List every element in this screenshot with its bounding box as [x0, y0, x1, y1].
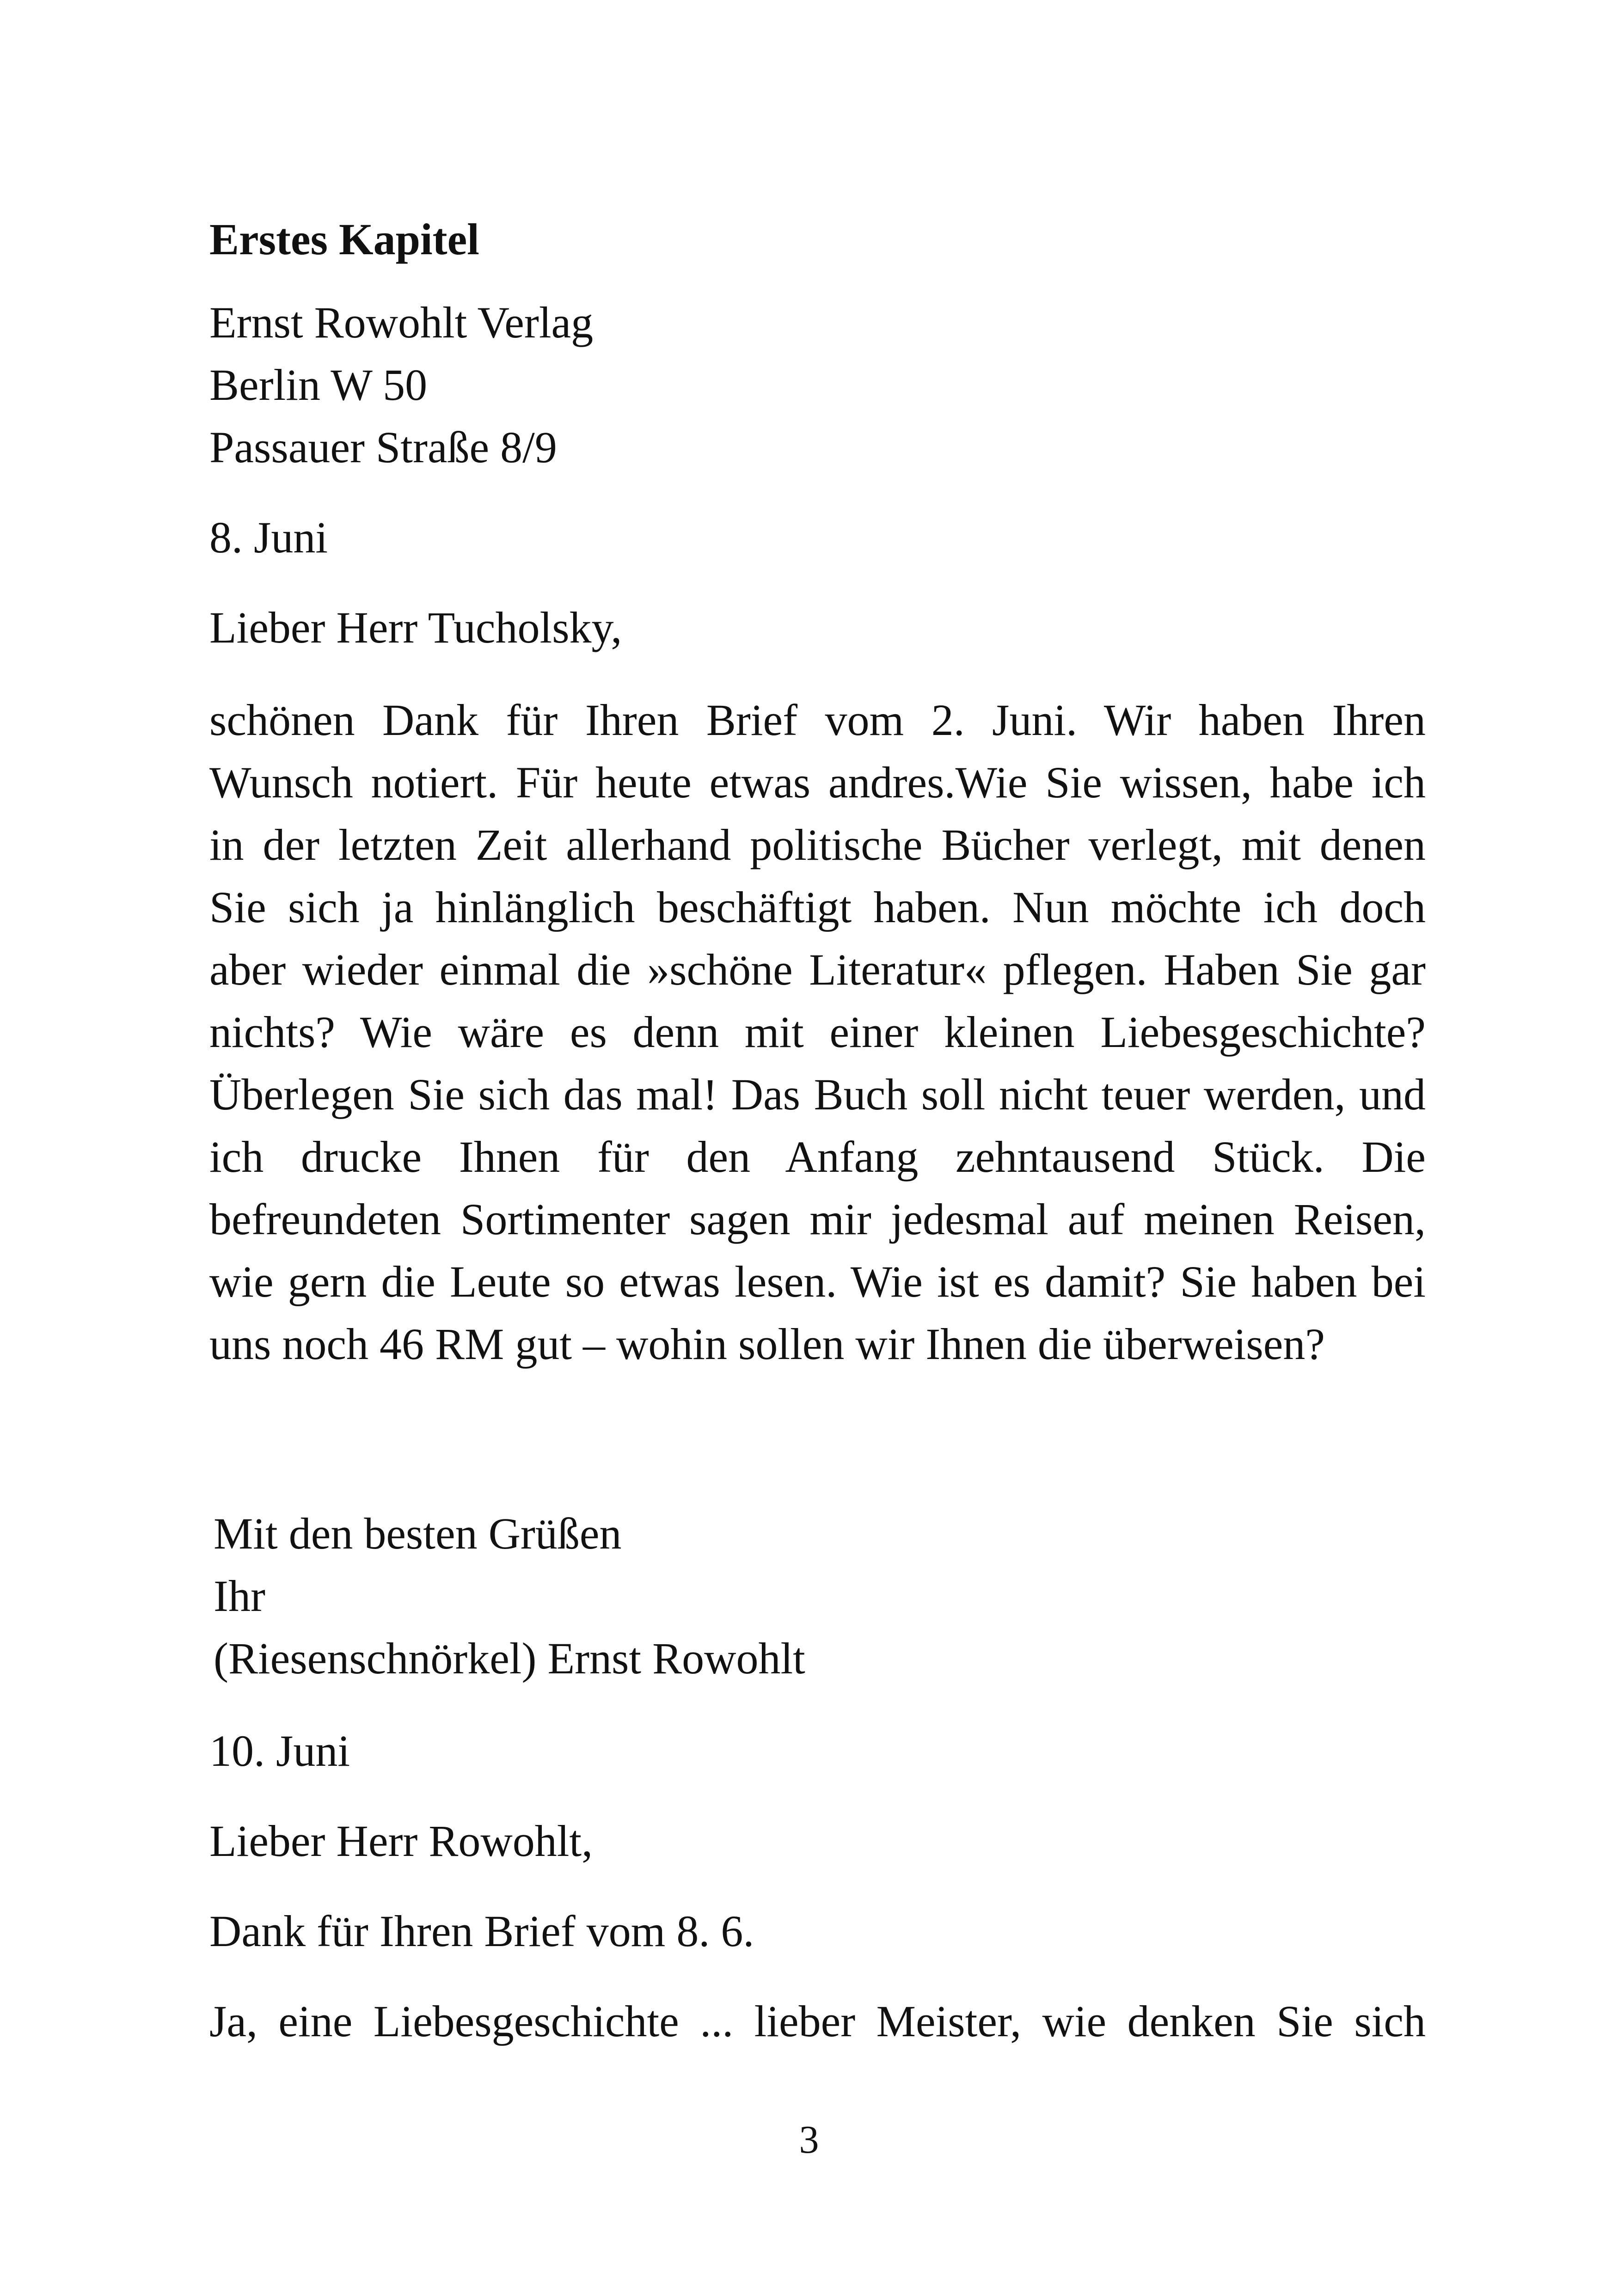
letter1-body-line: nichts? Wie wäre es denn mit einer kleinen Liebesgeschichte? — [209, 1007, 1426, 1057]
letter1-body-line: schönen Dank für Ihren Brief vom 2. Juni. Wir haben Ihren — [209, 695, 1426, 745]
letter1-body-line: ich drucke Ihnen für den Anfang zehntausend Stück. Die — [209, 1132, 1426, 1182]
letter1-body-line: Überlegen Sie sich das mal! Das Buch soll nicht teuer werden, und — [209, 1070, 1426, 1119]
page-number: 3 — [799, 2117, 819, 2161]
letter1-body-line: Sie sich ja hinlänglich beschäftigt haben. Nun möchte ich doch — [209, 882, 1426, 932]
letter1-body-line: in der letzten Zeit allerhand politische Bücher verlegt, mit denen — [209, 820, 1426, 869]
letter1-date: 8. Juni — [209, 513, 328, 562]
letter1-body-line: aber wieder einmal die »schöne Literatur« pflegen. Haben Sie gar — [209, 945, 1426, 994]
letter2-salutation: Lieber Herr Rowohlt, — [209, 1816, 593, 1866]
letter2-date: 10. Juni — [209, 1726, 350, 1776]
letter2-line-body: Ja, eine Liebesgeschichte ... lieber Meister, wie denken Sie sich — [209, 1996, 1426, 2046]
closing-greeting: Mit den besten Grüßen — [214, 1509, 622, 1558]
letter2-line-thanks: Dank für Ihren Brief vom 8. 6. — [209, 1906, 754, 1956]
address-line-publisher: Ernst Rowohlt Verlag — [209, 298, 594, 347]
closing-ihr: Ihr — [214, 1571, 265, 1621]
closing-signature: (Riesenschnörkel) Ernst Rowohlt — [214, 1634, 805, 1683]
chapter-title: Erstes Kapitel — [209, 214, 479, 264]
letter1-body-line: befreundeten Sortimenter sagen mir jedesmal auf meinen Reisen, — [209, 1194, 1426, 1244]
address-line-city: Berlin W 50 — [209, 360, 428, 410]
address-line-street: Passauer Straße 8/9 — [209, 422, 557, 472]
letter1-body-line: Wunsch notiert. Für heute etwas andres.Wie Sie wissen, habe ich — [209, 758, 1426, 807]
letter1-salutation: Lieber Herr Tucholsky, — [209, 603, 622, 652]
letter1-body-line-last: uns noch 46 RM gut – wohin sollen wir Ihnen die überweisen? — [209, 1319, 1325, 1369]
letter1-body-line: wie gern die Leute so etwas lesen. Wie ist es damit? Sie haben bei — [209, 1257, 1426, 1306]
